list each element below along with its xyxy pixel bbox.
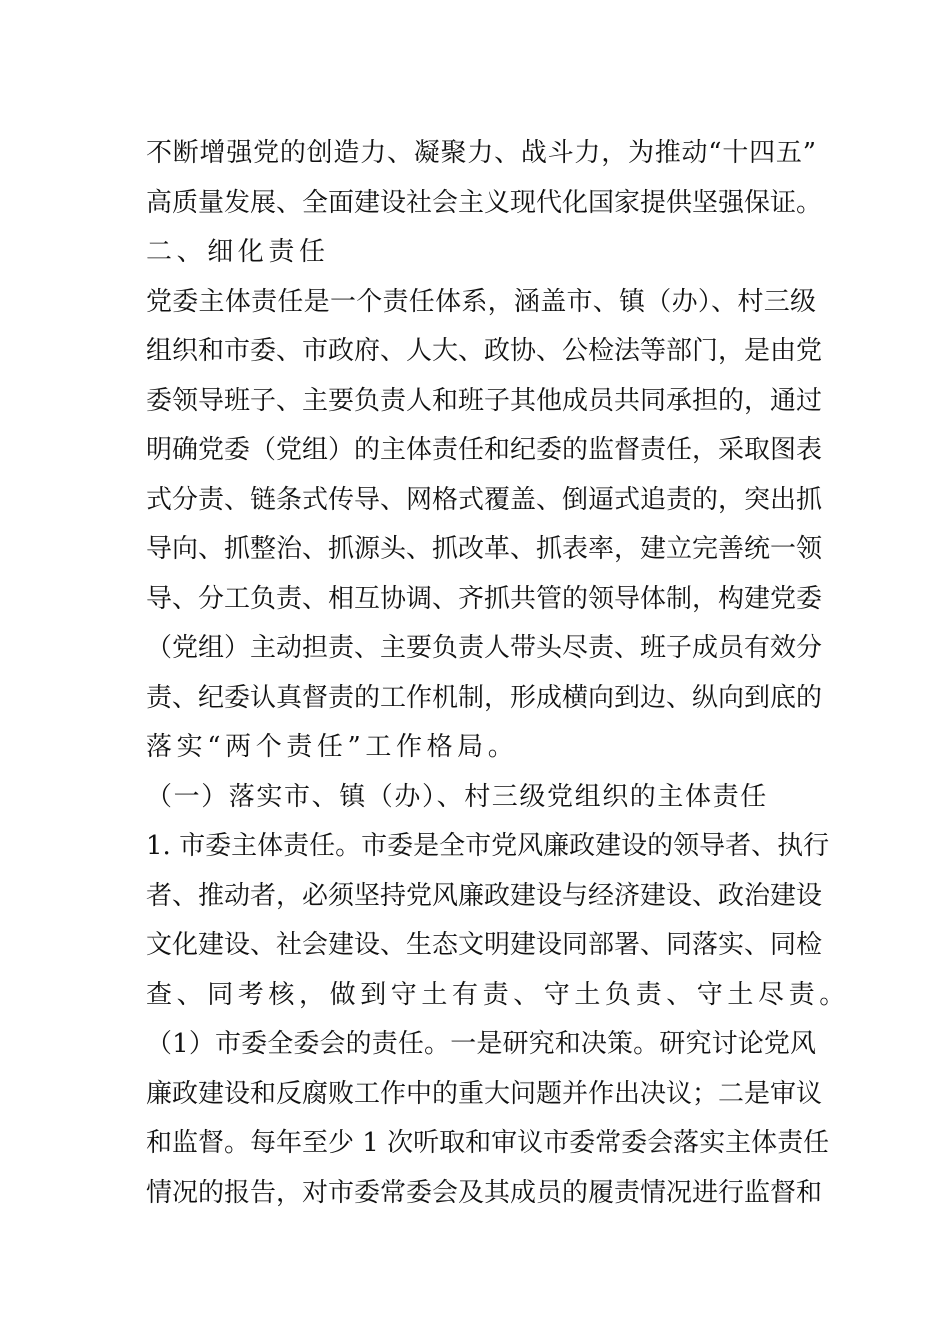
text-line: 和监督。每年至少 1 次听取和审议市委常委会落实主体责任	[146, 1128, 830, 1158]
text-line: 委领导班子、主要负责人和班子其他成员共同承担的，通过	[146, 386, 823, 416]
text-line: 文化建设、社会建设、生态文明建设同部署、同落实、同检	[146, 930, 823, 960]
section-heading: 二、细化责任	[146, 237, 330, 267]
text-line: 落实“两个责任”工作格局。	[146, 732, 519, 762]
text-line: 1. 市委主体责任。市委是全市党风廉政建设的领导者、执行	[146, 831, 830, 861]
text-line: （党组）主动担责、主要负责人带头尽责、班子成员有效分	[146, 633, 823, 663]
text-line: 高质量发展、全面建设社会主义现代化国家提供坚强保证。	[146, 188, 823, 218]
text-line: 导、分工负责、相互协调、齐抓共管的领导体制，构建党委	[146, 584, 823, 614]
text-line: 者、推动者，必须坚持党风廉政建设与经济建设、政治建设	[146, 881, 823, 911]
text-line: 明确党委（党组）的主体责任和纪委的监督责任，采取图表	[146, 435, 823, 465]
text-line: 式分责、链条式传导、网格式覆盖、倒逼式追责的，突出抓	[146, 485, 823, 515]
text-line: 党委主体责任是一个责任体系，涵盖市、镇（办）、村三级	[146, 287, 816, 317]
text-line: 责、纪委认真督责的工作机制，形成横向到边、纵向到底的	[146, 683, 823, 713]
subsection-heading: （一）落实市、镇（办）、村三级党组织的主体责任	[146, 782, 768, 812]
text-line: 不断增强党的创造力、凝聚力、战斗力，为推动“十四五”	[146, 138, 816, 168]
text-line: 廉政建设和反腐败工作中的重大问题并作出决议；二是审议	[146, 1079, 823, 1109]
text-line: 组织和市委、市政府、人大、政协、公检法等部门，是由党	[146, 336, 823, 366]
text-line: 查、同考核，做到守土有责、守土负责、守土尽责。	[146, 980, 850, 1010]
text-line: 导向、抓整治、抓源头、抓改革、抓表率，建立完善统一领	[146, 534, 823, 564]
text-line: 情况的报告，对市委常委会及其成员的履责情况进行监督和	[146, 1178, 823, 1208]
text-line: （1）市委全委会的责任。一是研究和决策。研究讨论党风	[146, 1029, 816, 1059]
